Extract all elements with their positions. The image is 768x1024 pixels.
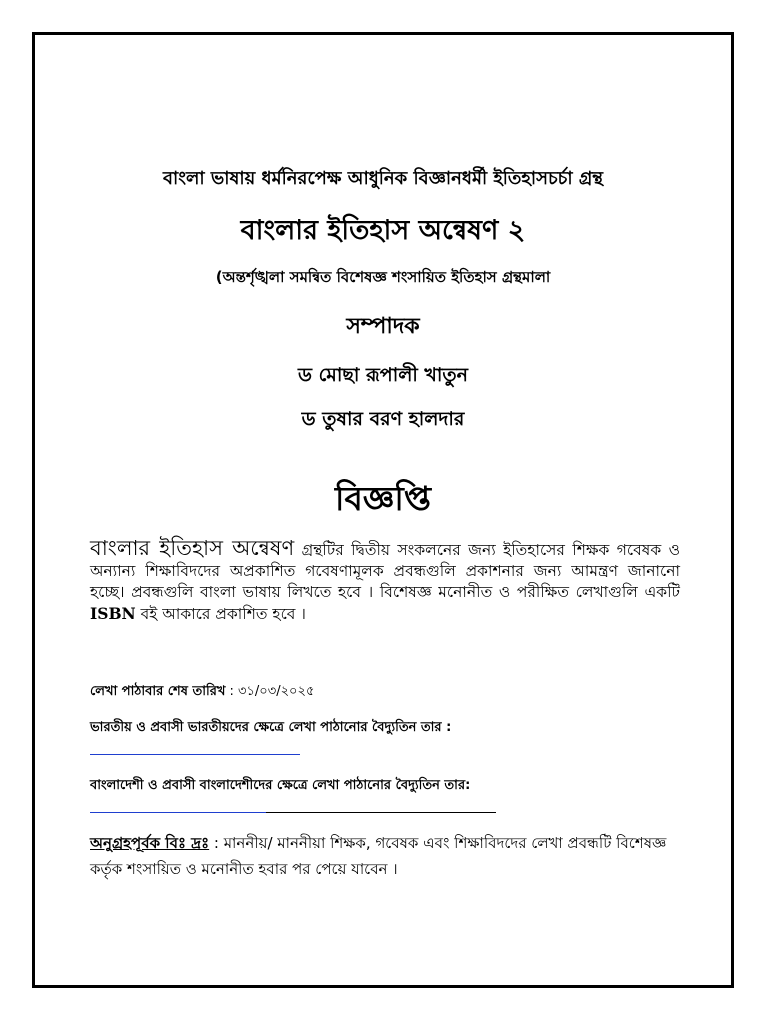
series-heading: বাংলা ভাষায় ধর্মনিরপেক্ষ আধুনিক বিজ্ঞানধর্মী ইতিহাসচর্চা গ্রন্থ	[162, 168, 603, 189]
bangladesh-email-link[interactable]	[90, 812, 266, 813]
book-title: বাংলার ইতিহাস অন্বেষণ ২	[240, 215, 526, 246]
editor-heading: সম্পাদক	[346, 314, 420, 339]
note-text: : মাননীয়/ মাননীয়া শিক্ষক, গবেষক এবং শিক্ষাবিদদের লেখা প্রবন্ধটি বিশেষজ্ঞ কর্তৃক শংসায়িত ও মনোনীত হবার পর পেয়ে যাবেন ।	[90, 834, 667, 878]
deadline-label: লেখা পাঠাবার শেষ তারিখ	[90, 684, 226, 699]
notice-paragraph	[90, 538, 680, 625]
isbn-label: ISBN	[90, 604, 136, 623]
notice-text-end: বই আকারে প্রকাশিত হবে ।	[135, 605, 306, 623]
note-label: অনুগ্রহপূর্বক বিঃ দ্রঃ	[90, 834, 210, 852]
divider	[266, 812, 496, 813]
bangladesh-submission-label: বাংলাদেশী ও প্রবাসী বাংলাদেশীদের ক্ষেত্রে লেখা পাঠানোর বৈদ্যুতিন তার:	[90, 778, 471, 793]
notice-text: গ্রন্থটির দ্বিতীয় সংকলনের জন্য ইতিহাসের শিক্ষক গবেষক ও অন্যান্য শিক্ষাবিদদের অপ্রকাশিত গবেষণামূলক প্রবন্ধগুলি প্রকাশনার জন্য আমন্ত্রণ জানানো হচ্ছে। প্রবন্ধগুলি বাংলা ভাষায় লিখতে হবে । বিশেষজ্ঞ মনোনীত ও পরীক্ষিত লেখাগুলি একটি	[90, 541, 680, 601]
editor-name: ড মোছা রূপালী খাতুন	[297, 364, 469, 386]
note-paragraph	[90, 830, 690, 882]
book-subtitle: (অন্তর্শৃঙ্খলা সমন্বিত বিশেষজ্ঞ শংসায়িত ইতিহাস গ্রন্থমালা	[215, 268, 551, 286]
book-title-inline: বাংলার ইতিহাস অন্বেষণ	[90, 536, 295, 560]
deadline-line	[90, 682, 314, 703]
india-submission-label: ভারতীয় ও প্রবাসী ভারতীয়দের ক্ষেত্রে লেখা পাঠানোর বৈদ্যুতিন তার :	[90, 720, 452, 735]
india-email-link[interactable]	[90, 754, 300, 755]
editor-name: ড তুষার বরণ হালদার	[301, 408, 465, 430]
deadline-value: : ৩১/০৩/২০২৫	[225, 684, 315, 699]
notice-heading: বিজ্ঞপ্তি	[335, 479, 431, 518]
